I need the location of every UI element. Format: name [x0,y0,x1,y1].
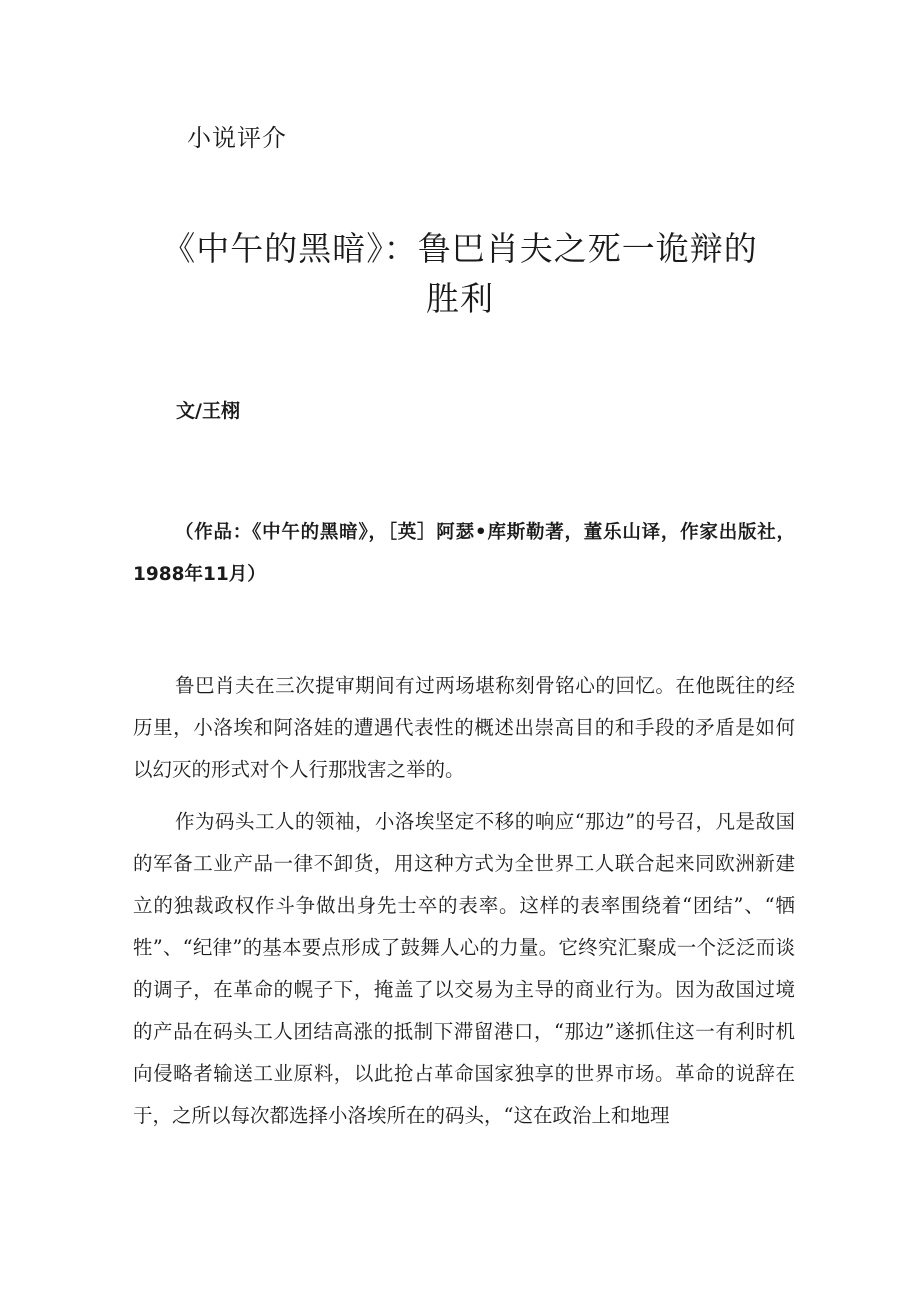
section-label: 小说评介 [187,124,287,152]
author-byline: 文/王栩 [176,400,240,422]
article-body [133,665,795,1147]
body-paragraph-2: 作为码头工人的领袖，小洛埃坚定不移的响应“那边”的号召，凡是敌国的军备工业产品一律不卸货，用这种方式为全世界工人联合起来同欧洲新建立的独裁政权作斗争做出身先士卒的表率。这样的表率围绕着“团结”、“牺牲”、“纪律”的基本要点形成了鼓舞人心的力量。它终究汇聚成一个泛泛而谈的调子，在革命的幌子下，掩盖了以交易为主导的商业行为。因为敌国过境的产品在码头工人团结高涨的抵制下滞留港口，“那边”遂抓住这一有利时机向侵略者输送工业原料，以此抢占革命国家独享的世界市场。革命的说辞在于，之所以每次都选择小洛埃所在的码头，“这在政治上和地理 [133,810,795,1127]
book-citation: （作品：《中午的黑暗》，［英］阿瑟•库斯勒著，董乐山译，作家出版社，1988年11月） [133,522,795,585]
article-title-line-2: 胜利 [426,279,494,318]
article-title [120,224,800,324]
article-title-line-1: 《中午的黑暗》：鲁巴肖夫之死一诡辩的 [162,229,758,268]
body-paragraph-1: 鲁巴肖夫在三次提审期间有过两场堪称刻骨铭心的回忆。在他既往的经历里，小洛埃和阿洛娃的遭遇代表性的概述出崇高目的和手段的矛盾是如何以幻灭的形式对个人行那戕害之举的。 [133,674,795,781]
